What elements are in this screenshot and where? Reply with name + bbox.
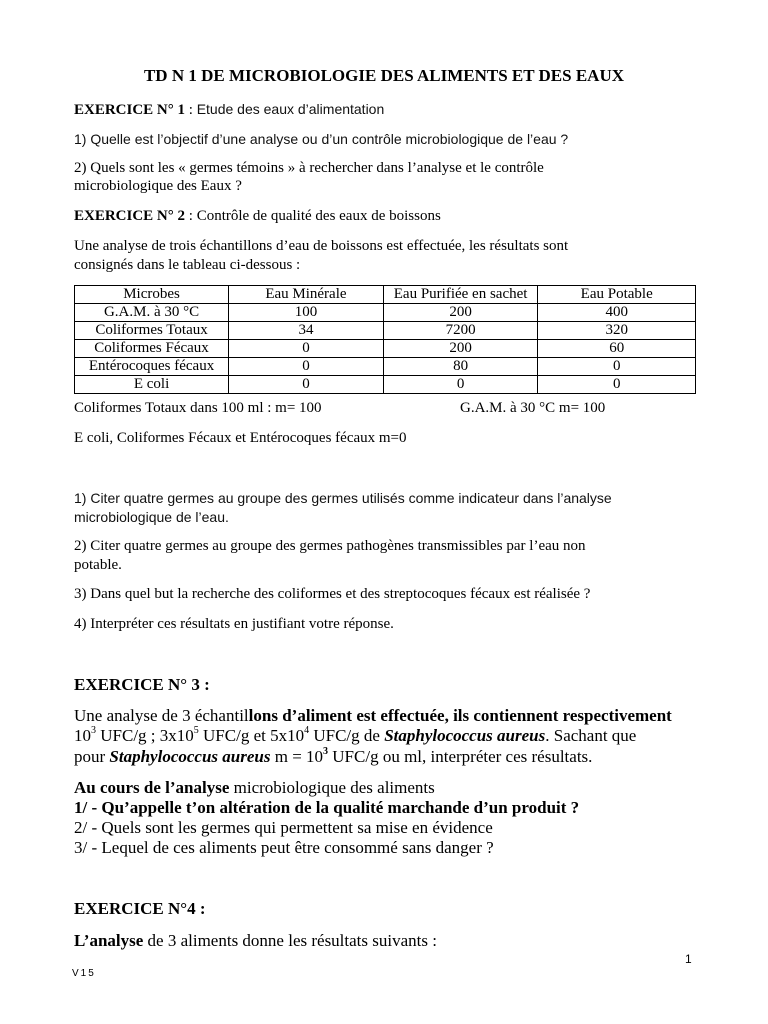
exercise-4-line bbox=[74, 930, 437, 951]
exercise-2-question-2-line-2: potable. bbox=[74, 557, 122, 573]
value-text: . Sachant que bbox=[545, 726, 637, 745]
line-text: liments donne les résultats suivants : bbox=[188, 931, 437, 950]
table-cell: 0 bbox=[229, 358, 384, 376]
exercise-2-intro-line-2: consignés dans le tableau ci-dessous : bbox=[74, 257, 301, 273]
version-label: V15 bbox=[72, 968, 96, 979]
exercise-2-question-2-line-1: 2) Citer quatre germes au groupe des germes pathogènes transmissibles par l’eau non bbox=[74, 538, 586, 554]
value-base: 10 bbox=[74, 726, 91, 745]
exercise-1-question-2-line-2: microbiologique des Eaux ? bbox=[74, 178, 242, 194]
table-row bbox=[75, 376, 696, 394]
table-cell: 200 bbox=[383, 340, 538, 358]
table-cell: 7200 bbox=[383, 322, 538, 340]
table-cell: 0 bbox=[229, 376, 384, 394]
table-cell: 320 bbox=[538, 322, 696, 340]
table-row bbox=[75, 358, 696, 376]
table-row bbox=[75, 340, 696, 358]
table-cell: G.A.M. à 30 °C bbox=[75, 304, 229, 322]
table-cell: Coliformes Fécaux bbox=[75, 340, 229, 358]
value-text: UFC/g ; 3x10 bbox=[96, 726, 194, 745]
exercise-1-question-2-line-1 bbox=[74, 159, 544, 178]
exercise-3-subquestion-1: 1/ - Qu’appelle t’on altération de la qualité marchande d’un produit ? bbox=[74, 798, 580, 817]
exercise-2-question-4: 4) Interpréter ces résultats en justifiant votre réponse. bbox=[74, 616, 394, 632]
exercise-1-subtitle: Etude des eaux d’alimentation bbox=[196, 101, 385, 117]
table-cell: 80 bbox=[383, 358, 538, 376]
exercise-2-separator: : bbox=[185, 208, 197, 224]
exercise-2-question-1-line-2: microbiologique de l’eau. bbox=[74, 509, 229, 525]
exercise-2-question-1-line-1: 1) Citer quatre germes au groupe des germes utilisés comme indicateur dans l’analyse bbox=[74, 490, 612, 506]
table-cell: 100 bbox=[229, 304, 384, 322]
value-text: UFC/g et 5x10 bbox=[198, 726, 305, 745]
table-header-cell: Eau Purifiée en sachet bbox=[383, 286, 538, 304]
exponent: 3 bbox=[323, 746, 329, 758]
context-rest: microbiologique des aliments bbox=[229, 778, 435, 797]
line-text: UFC/g ou ml, interpréter ces résultats. bbox=[328, 747, 593, 766]
page-number: 1 bbox=[685, 952, 692, 966]
exercise-3-context bbox=[74, 777, 435, 798]
line-text: de 3 a bbox=[143, 931, 189, 950]
line-text: pour bbox=[74, 747, 110, 766]
table-cell: 34 bbox=[229, 322, 384, 340]
line-bold: L’analyse bbox=[74, 931, 144, 950]
table-cell: 200 bbox=[383, 304, 538, 322]
exponent: 5 bbox=[193, 725, 199, 737]
exercise-3-line-1 bbox=[74, 705, 672, 726]
exercise-3-subquestion-2: 2/ - Quels sont les germes qui permettent sa mise en évidence bbox=[74, 818, 493, 837]
table-cell: 0 bbox=[538, 376, 696, 394]
exercise-3-line-1-bold: lons d’aliment est effectuée, ils contiennent respectivement bbox=[248, 706, 672, 725]
exponent: 4 bbox=[304, 725, 310, 737]
norm-coliformes-totaux: Coliformes Totaux dans 100 ml : m= 100 bbox=[74, 400, 322, 416]
exercise-3-heading: EXERCICE N° 3 : bbox=[74, 675, 210, 694]
table-row bbox=[75, 304, 696, 322]
exercise-1-heading-line bbox=[74, 100, 384, 120]
line-text: m = 10 bbox=[270, 747, 324, 766]
table-header-cell: Microbes bbox=[75, 286, 229, 304]
exponent: 3 bbox=[91, 725, 96, 737]
exercise-3-line-3 bbox=[74, 746, 592, 767]
exercise-2-heading-line bbox=[74, 207, 441, 226]
exercise-1-q2-text: 2) Quels sont les « germes témoins » à rechercher dans l’analyse et le contrôle bbox=[74, 160, 544, 176]
exercise-2-subtitle: Contrôle de qualité des eaux de boissons bbox=[196, 208, 441, 224]
exercise-2-intro-line-1: Une analyse de trois échantillons d’eau de boissons est effectuée, les résultats sont bbox=[74, 238, 569, 254]
exercise-1-question-1: 1) Quelle est l’objectif d’une analyse ou d’un contrôle microbiologique de l’eau ? bbox=[74, 131, 569, 147]
table-cell: Entérocoques fécaux bbox=[75, 358, 229, 376]
table-cell: 0 bbox=[229, 340, 384, 358]
value-text: UFC/g de bbox=[309, 726, 385, 745]
table-row bbox=[75, 322, 696, 340]
species-name: Staphylococcus aureus bbox=[109, 747, 271, 766]
exercise-2-heading: EXERCICE N° 2 bbox=[74, 208, 186, 224]
exercise-3-line-2 bbox=[74, 725, 636, 746]
table-header-cell: Eau Potable bbox=[538, 286, 696, 304]
table-cell: 0 bbox=[383, 376, 538, 394]
species-name: Staphylococcus aureus bbox=[384, 726, 546, 745]
exercise-3-subquestion-3: 3/ - Lequel de ces aliments peut être consommé sans danger ? bbox=[74, 838, 494, 857]
exercise-1-heading: EXERCICE N° 1 bbox=[74, 102, 186, 118]
table-header-cell: Eau Minérale bbox=[229, 286, 384, 304]
results-table bbox=[74, 285, 696, 394]
exercise-3-line-1-plain: Une analyse de 3 échantil bbox=[74, 706, 249, 725]
exercise-4-heading: EXERCICE N°4 : bbox=[74, 899, 206, 918]
table-header-row bbox=[75, 286, 696, 304]
table-cell: 0 bbox=[538, 358, 696, 376]
exercise-1-separator: : bbox=[185, 102, 197, 118]
context-bold: Au cours de l’analyse bbox=[74, 778, 230, 797]
norm-other-germs: E coli, Coliformes Fécaux et Entérocoques fécaux m=0 bbox=[74, 430, 407, 446]
table-cell: E coli bbox=[75, 376, 229, 394]
exercise-2-question-3: 3) Dans quel but la recherche des coliformes et des streptocoques fécaux est réalisée ? bbox=[74, 586, 591, 602]
norm-gam: G.A.M. à 30 °C m= 100 bbox=[460, 400, 606, 416]
page-title: TD N 1 DE MICROBIOLOGIE DES ALIMENTS ET DES EAUX bbox=[143, 66, 625, 85]
table-cell: Coliformes Totaux bbox=[75, 322, 229, 340]
table-cell: 60 bbox=[538, 340, 696, 358]
table-cell: 400 bbox=[538, 304, 696, 322]
